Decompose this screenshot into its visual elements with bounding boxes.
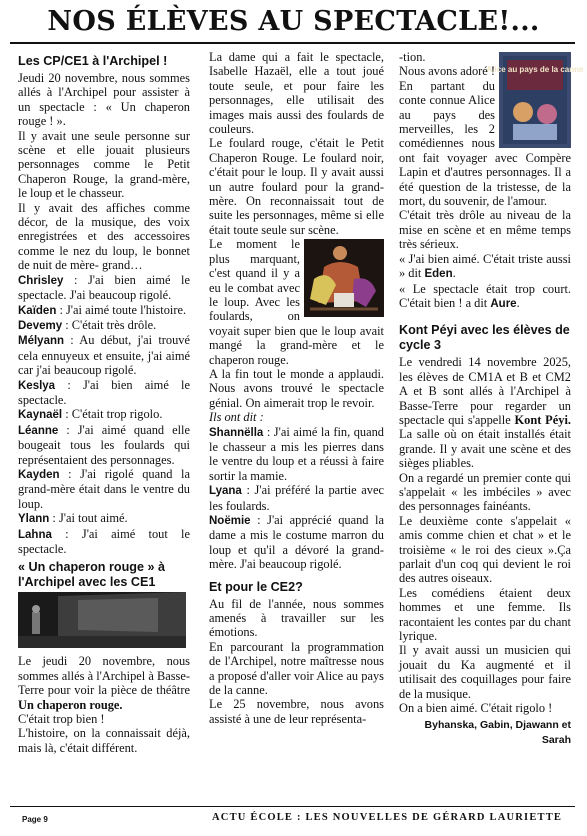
- paragraph: Jeudi 20 novembre, nous sommes allés à l'Archipel pour assister à un spectacle : « Un chaperon rouge ! ».: [18, 71, 190, 129]
- footer-title: ACTU ÉCOLE : LES NOUVELLES DE GÉRARD LAURIETTE: [212, 812, 563, 823]
- paragraph: Au fil de l'année, nous sommes amenés à travailler sur les émotions.: [209, 596, 384, 640]
- paragraph: La dame qui a fait le spectacle, Isabelle Hazaël, elle a tout joué toute seule, et pour faire les personnages, elle utilisait des images mais aussi des foulards de couleurs.: [209, 50, 384, 137]
- student-quote: [18, 378, 190, 408]
- student-name: Léanne: [18, 424, 59, 437]
- student-name: Ylann: [18, 513, 50, 526]
- column-1: [18, 50, 190, 755]
- student-name: Lahna: [18, 528, 52, 541]
- column-3: [399, 50, 584, 747]
- paragraph: Le jeudi 20 novembre, nous sommes allés à l'Archipel à Basse-Terre pour voir la pièce de théâtre Un chaperon rouge.: [18, 654, 190, 712]
- article-heading-cp-ce1: Les CP/CE1 à l'Archipel !: [18, 54, 168, 68]
- quote-text: : J'ai bien aimé le spectacle.: [18, 377, 190, 407]
- student-quote: [18, 273, 190, 303]
- student-quote: [209, 513, 384, 572]
- authors-signature: Byhanska, Gabin, Djawann et Sarah: [424, 719, 571, 746]
- paragraph: « Le spectacle était trop court. C'était bien ! a dit Aure.: [399, 281, 571, 310]
- paragraph: Il y avait aussi un musicien qui jouait du Ka augmenté et il utilisait des coquillages pour faire de la musique.: [399, 643, 571, 701]
- paragraph: « J'ai bien aimé. C'était triste aussi » dit Eden.: [399, 251, 571, 281]
- page-title: NOS ÉLÈVES AU SPECTACLE!...: [47, 6, 540, 37]
- student-quotes: [18, 273, 190, 557]
- quotes-intro: Ils ont dit :: [209, 410, 264, 425]
- quote-text: : Au début, j'ai trouvé cela ennuyeux et ensuite, j'ai aimé car j'ai beaucoup rigolé.: [18, 333, 190, 378]
- page-number: Page 9: [22, 815, 48, 824]
- paragraph: Les comédiens étaient deux hommes et une femme. Ils racontaient les contes par du chant lyrique.: [399, 585, 571, 644]
- student-name: Keslya: [18, 379, 56, 392]
- student-quote: [18, 511, 190, 526]
- article-heading-ce2: Et pour le CE2?: [209, 579, 303, 594]
- quote-text: : J'ai aimé tout le spectacle.: [18, 526, 190, 556]
- student-quote: [18, 333, 190, 377]
- paragraph: Le 25 novembre, nous avons assisté à une de leur représenta-: [209, 697, 384, 726]
- paragraph: Le moment le plus marquant, c'est quand il y a eu le combat avec le loup. Avec les foulards, on voyait super bien que le loup avait mangé la grand-mère et le chaperon rouge.: [209, 237, 384, 367]
- footer-divider: [10, 806, 575, 807]
- paragraph: Nous avons adoré ! En partant du conte connue Alice au pays des merveilles, les 2 comédiennes nous ont fait voyager avec Compère Lapin et d'autres personnages. Il a été question de la tristesse, de la mort, du souvenir, de l'amour.: [399, 64, 571, 209]
- student-name: Shannëlla: [209, 426, 264, 439]
- quote-text: : C'était très drôle.: [62, 317, 157, 332]
- student-name: Lyana: [209, 485, 242, 498]
- student-name: Chrisley: [18, 274, 64, 287]
- paragraph: C'était trop bien !: [18, 712, 105, 727]
- quote-text: : C'était trop rigolo.: [62, 407, 163, 422]
- student-name: Kayden: [18, 468, 60, 481]
- student-quote: [18, 303, 190, 318]
- paragraph: En parcourant la programmation de l'Archipel, notre maîtresse nous a proposé d'aller voir Alice au pays de la canne.: [209, 639, 384, 698]
- stage-photo: [18, 592, 186, 648]
- paragraph: On a regardé un premier conte qui s'appelait « les imbéciles » avec des personnages fainéants.: [399, 470, 571, 514]
- student-quote: [18, 527, 190, 557]
- paragraph: Il y avait des affiches comme décor, de la musique, des voix enregistrées et des accessoires comme le nez du loup, le bonnet de nuit de mère- grand…: [18, 200, 190, 273]
- student-name: Devemy: [18, 319, 63, 332]
- poster-photo: [486, 52, 584, 148]
- performer-photo: [304, 239, 384, 317]
- paragraph: -tion.: [399, 50, 426, 64]
- quote-text: : J'ai bien aimé le spectacle. J'ai beaucoup rigolé.: [18, 272, 190, 303]
- student-quote: [209, 483, 384, 513]
- paragraph: Le deuxième conte s'appelait « amis comme chien et chat » et le troisième « le roi des cieux ».Ça parlait d'un coq qui devient le roi des autres oiseaux.: [399, 513, 571, 586]
- paragraph: Le foulard rouge, c'était le Petit Chaperon Rouge. Le foulard noir, c'était pour le loup. Il y avait aussi un autre foulard pour la grand-mère. On reconnaissait tout de suite les personnages, même si elle était toute seule sur scène.: [209, 136, 384, 237]
- quote-text: : J'ai aimé quand elle bougeait tous les foulards qui représentaient des personnages.: [18, 422, 190, 467]
- student-quotes: [209, 425, 384, 572]
- quote-text: : J'ai apprécié quand la dame a mis le costume marron du loup et qu'il a dévoré la grand-mère. J'ai beaucoup rigolé.: [209, 513, 384, 572]
- title-divider: [10, 42, 575, 44]
- student-name: Mélyann: [18, 335, 65, 348]
- quote-text: : J'ai tout aimé.: [49, 511, 128, 526]
- student-name: Kaynaël: [18, 409, 63, 422]
- paragraph: C'était très drôle au niveau de la mise en scène et en même temps très sérieux.: [399, 208, 571, 252]
- quote-text: : J'ai aimé la fin, quand le chasseur a mis les pierres dans le ventre du loup et a réussi à faire sortir la mamie.: [209, 424, 384, 483]
- paragraph: Le vendredi 14 novembre 2025, les élèves de CM1A et B et CM2 A et B sont allés à l'Archipel à Basse-Terre pour regarder un spectacle qui s'appelle Kont Péyi. La salle où on était installés était grande. Il y avait une scène et des sièges pliables.: [399, 355, 571, 471]
- student-quote: [209, 425, 384, 484]
- quote-text: : J'ai aimé toute l'histoire.: [56, 302, 187, 317]
- poster-title: Alice au pays de la canne: [486, 65, 584, 74]
- student-quote: [18, 407, 190, 422]
- paragraph: On a bien aimé. C'était rigolo !: [399, 701, 553, 716]
- column-2: [209, 50, 384, 726]
- student-quote: [18, 467, 190, 511]
- article-heading-ce1: « Un chaperon rouge » à l'Archipel avec les CE1: [18, 560, 165, 590]
- student-name: Kaïden: [18, 304, 57, 317]
- paragraph: Il y avait une seule personne sur scène et elle jouait plusieurs personnages comme le Petit Chaperon Rouge, la grand-mère, le loup et le chasseur.: [18, 128, 190, 201]
- student-quote: [18, 423, 190, 467]
- student-quote: [18, 318, 190, 333]
- quote-text: : J'ai rigolé quand la grand-mère était dans le ventre du loup.: [18, 466, 190, 511]
- paragraph: L'histoire, on la connaissait déjà, mais là, c'était différent.: [18, 726, 190, 755]
- quote-text: : J'ai préféré la partie avec les foulards.: [209, 483, 384, 513]
- student-name: Noëmie: [209, 515, 251, 527]
- paragraph: A la fin tout le monde a applaudi. Nous avons trouvé le spectacle génial. On aimerait trop le revoir.: [209, 366, 384, 410]
- article-heading-cycle-3: Kont Péyi avec les élèves de cycle 3: [399, 323, 570, 353]
